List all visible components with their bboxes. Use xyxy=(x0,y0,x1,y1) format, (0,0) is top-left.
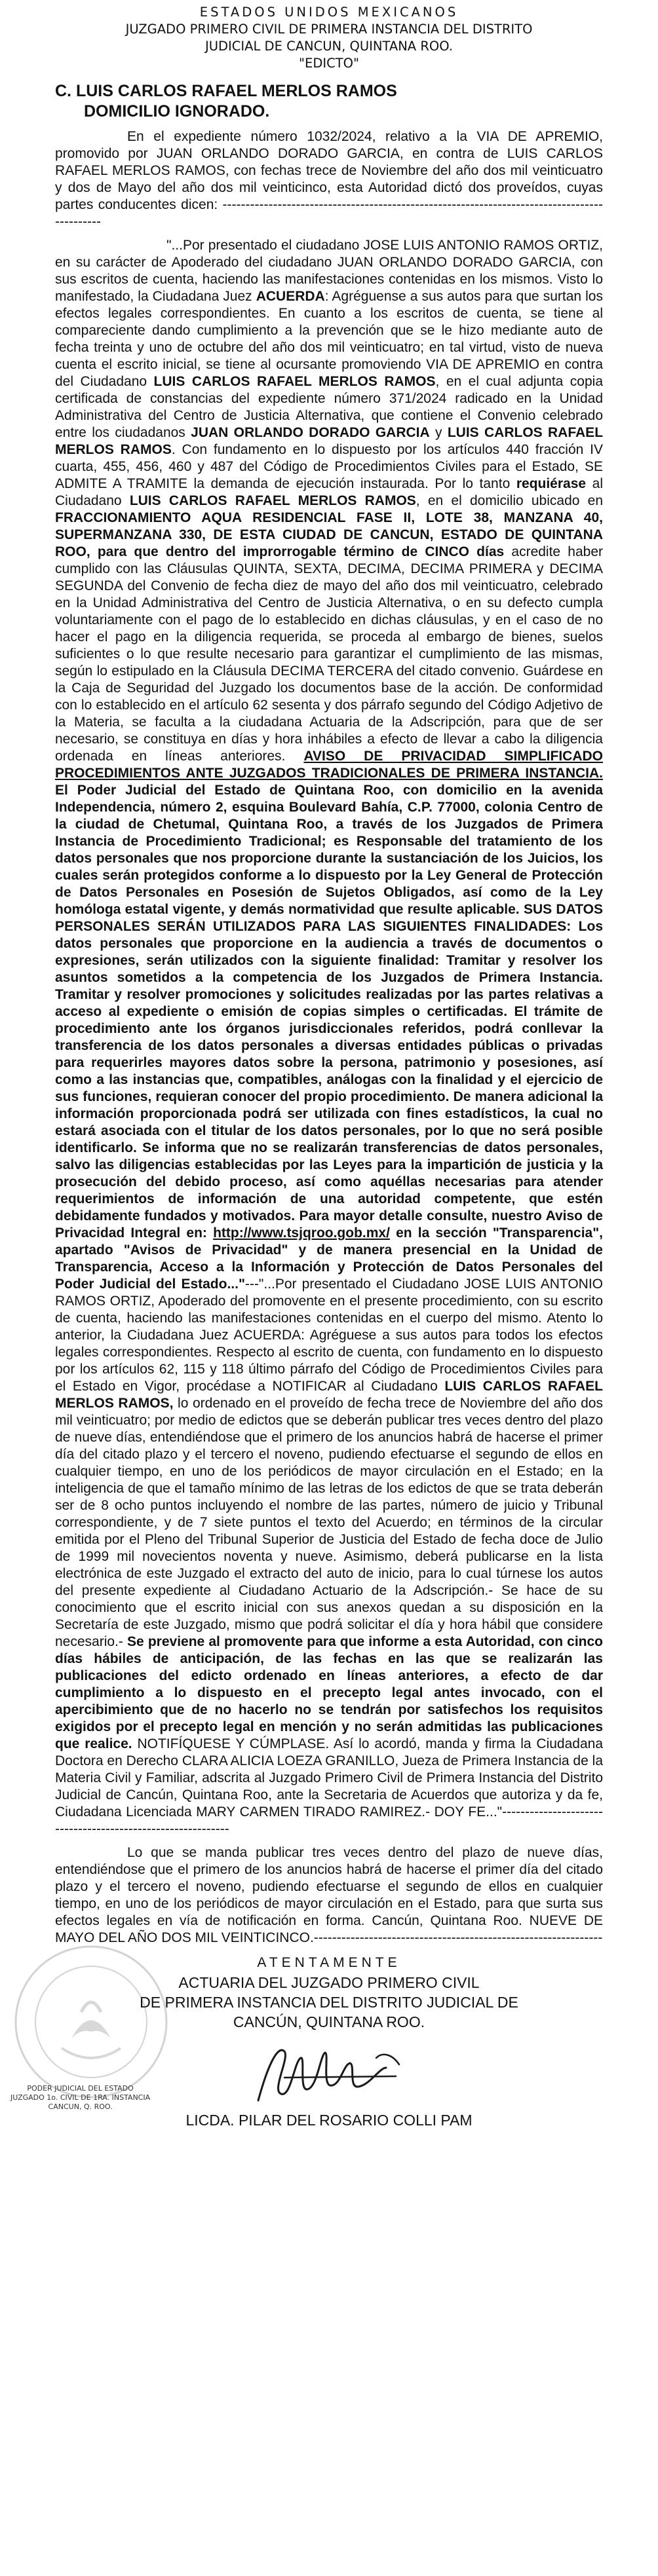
signature-block xyxy=(10,1953,603,2137)
addressee-name: C. LUIS CARLOS RAFAEL MERLOS RAMOS xyxy=(55,82,397,100)
body-text: y xyxy=(429,425,448,440)
privacy-notice-heading: AVISO DE PRIVACIDAD SIMPLIFICADO PROCEDIMIENTOS ANTE JUZGADOS TRADICIONALES DE PRIMERA INSTANCIA. xyxy=(55,749,603,781)
body-text-bold: JUAN ORLANDO DORADO GARCIA xyxy=(191,425,430,440)
body-text: acredite haber cumplido con las Cláusulas QUINTA, SEXTA, DECIMA, DECIMA PRIMERA y DECIMA SEGUNDA del Convenio de fecha diez de mayo del año dos mil veinticuatro, celebrado en la Unidad Administrativa del Centro de Justicia Alternativa, o en su defecto cumpla voluntariamente con el pago de lo establecido en dichas cláusulas, y en el caso de no hacer el pago en la diligencia requerida, se proceda al embargo de bienes, suelos suficientes o lo que resulte necesario para garantizar el cumplimiento de las mismas, según lo estipulado en la Cláusula DECIMA TERCERA del citado convenio. Guárdese en la Caja de Seguridad del Juzgado los documentos base de la acción. De conformidad con lo establecido en el artículo 62 sesenta y dos párrafo segundo del Código Adjetivo de la Materia, se faculta a la ciudadana Actuaria de la Adscripción, para que de ser necesario, se constituya en días y hora inhábiles a efecto de llevar a cabo la diligencia ordenada en líneas anteriores. xyxy=(55,544,603,764)
body-text: al Ciudadano xyxy=(55,476,603,508)
seal-text-line2: JUZGADO 1o. CIVIL DE 1RA. INSTANCIA xyxy=(10,2093,151,2102)
body-text-bold: en la sección "Transparencia", apartado "Avisos de Privacidad" y de manera presencial en la Unidad de Transparencia, Acceso a la Información y Protección de Datos Personales del Poder Judicial del Estado..." xyxy=(55,1225,604,1292)
court-name-line2: JUDICIAL DE CANCUN, QUINTANA ROO. xyxy=(205,39,453,54)
document-header xyxy=(55,4,603,72)
court-name-line1: JUZGADO PRIMERO CIVIL DE PRIMERA INSTANCIA DEL DISTRITO xyxy=(125,22,533,37)
body-paragraph xyxy=(55,237,603,1838)
addressee-address: DOMICILIO IGNORADO. xyxy=(84,102,270,121)
body-text: ---"...Por presentado el Ciudadano JOSE LUIS ANTONIO RAMOS ORTIZ, Apoderado del promovente en el presente procedimiento, con su escrito de cuenta, haciendo las manifestaciones contenidas en el cuerpo del mismo. Atento lo anterior, la Ciudadana Juez ACUERDA: Agréguese a sus autos para todos los efectos legales correspondientes. Respecto al escrito de cuenta, con fundamento en lo dispuesto por los artículos 62, 115 y 118 último párrafo del Código de Procedimientos Civiles para el Estado en Vigor, procédase a NOTIFICAR al Ciudadano xyxy=(55,1277,603,1394)
body-text-bold: Se previene al promovente para que informe a esta Autoridad, con cinco días hábiles de anticipación, de las fechas en las que se realizarán las publicaciones del edicto ordenado en líneas anteriores, a efecto de dar cumplimiento a lo dispuesto en el precepto legal antes invocado, con el apercibimiento que de no hacerlo no se tendrán por satisfechos los requisitos exigidos por el precepto legal en mención y no serán admitidas las publicaciones que realice. xyxy=(55,1634,603,1751)
body-text: lo ordenado en el proveído de fecha trece de Noviembre del año dos mil veinticuatro; por medio de edictos que se deberán publicar tres veces dentro del plazo de nueve días, entendiéndose que el primero de los anuncios habrá de hacerse el primer día del citado plazo y el tercero el noveno, pudiendo efectuarse el segundo de ellos en cualquier tiempo, en uno de los periódicos de mayor circulación en el Estado; en la inteligencia de que el tamaño mínimo de las letras de los edictos de que se trata deberán ser de 8 ocho puntos incluyendo el nombre de las partes, número de juicio y Tribunal correspondiente, y de 7 siete puntos el texto del Acuerdo; en términos de la circular emitida por el Pleno del Tribunal Superior de Justicia del Estado de fecha doce de Julio de 1999 mil novecientos noventa y nueve. Asimismo, deberá publicarse en la lista electrónica de este Juzgado el extracto del auto de inicio, para lo cual túrnese los autos del presente expediente al Ciudadano Actuario de la Adscripción.- Se hace de su conocimiento que el escrito inicial con sus anexos quedan a su disposición en la Secretaría de este Juzgado, mismo que podrá solicitar el día y hora hábil que considere necesario.- xyxy=(55,1396,603,1649)
body-text-bold: LUIS CARLOS RAFAEL MERLOS RAMOS xyxy=(129,493,416,508)
body-text-bold: LUIS CARLOS RAFAEL MERLOS RAMOS xyxy=(55,425,604,457)
body-text-bold: Los datos personales que proporcione en la audiencia a través de documentos o expresiones, serán utilizados con la siguiente finalidad: Tramitar y resolver los asuntos sometidos a la competencia de los Juzgados de Primera Instancia. Tramitar y resolver promociones y solicitudes realizadas por las partes relativas a acceso al expediente o emisión de copias simples o certificadas. El trámite de procedimiento ante los órganos jurisdiccionales referidos, podrá conllevar la transferencia de los datos personales a diversas entidades públicas o privadas para requerirles mayores datos sobre la persona, patrimonio y posesiones, así como a las instancias que, compatibles, análogas con la finalidad y el ejercicio de sus funciones, requieran conocer del propio procedimiento. De manera adicional la información proporcionada podrá ser utilizada con fines estadísticos, la cual no estará asociada con el titular de los datos personales, por lo que no será posible identificarlo. Se informa que no se realizarán transferencias de datos personales, salvo las diligencias establecidas por las Leyes para la impartición de justicia y la prosecución del debido proceso, así como aquéllas necesarias para atender requerimientos de información de una autoridad competente, que estén debidamente fundados y motivados. Para mayor detalle consulte, nuestro Aviso de Privacidad Integral en: xyxy=(55,919,604,1241)
body-text: "...Por presentado el ciudadano JOSE LUIS ANTONIO RAMOS ORTIZ, en su carácter de Apoderado del ciudadano JUAN ORLANDO DORADO GARCIA, con sus escritos de cuenta, haciendo las manifestaciones contenidas en los mismos. Visto lo manifestado, la Ciudadana Juez xyxy=(55,238,603,304)
body-text-bold: requiérase xyxy=(516,476,587,491)
body-text-bold: El Poder Judicial del Estado de Quintana Roo, con domicilio en la avenida Independencia, número 2, esquina Boulevard Bahía, C.P. 77000, colonia Centro de la ciudad de Chetumal, Quintana Roo, a través de los Juzgados de Primera Instancia de Procedimiento Tradicional; es Responsable del tratamiento de los datos personales que nos proporcione durante la sustanciación de los Juicios, los cuales serán protegidos conforme a lo dispuesto por la Ley General de Protección de Datos Personales en Posesión de Sujetos Obligados, así como de la Ley homóloga estatal vigente, y demás normatividad que resulte aplicable. xyxy=(55,783,603,917)
body-text: , en el cual adjunta copia certificada de constancias del expediente número 371/2024 radicado en la Unidad Administrativa del Centro de Justicia Alternativa, que contiene el Convenio celebrado entre los ciudadanos xyxy=(55,374,604,440)
closing-paragraph: Lo que se manda publicar tres veces dentro del plazo de nueve días, entendiéndose que el primero de los anuncios habrá de hacerse el primer día del citado plazo y el tercero el noveno, pudiendo efectuarse el segundo de ellos en cualquier tiempo, en uno de los periódicos de mayor circulación en el Estado, para que surta sus efectos legales en vía de notificación en forma. Cancún, Quintana Roo. NUEVE DE MAYO DEL AÑO DOS MIL VEINTICINCO.--------------------------------------------------------------- xyxy=(55,1845,603,1945)
body-text-bold: término de CINCO días xyxy=(343,544,505,559)
country-title: ESTADOS UNIDOS MEXICANOS xyxy=(199,5,459,20)
body-text-bold: para que dentro del improrrogable xyxy=(90,544,344,559)
body-text: . Con fundamento en lo dispuesto por los artículos 440 fracción IV cuarta, 455, 456, 460 y 487 del Código de Procedimientos Civiles para el Estado, SE ADMITE A TRAMITE la demanda de ejecución instaurada. Por lo tanto xyxy=(55,442,603,491)
signature-area xyxy=(10,2038,603,2137)
court-seal-icon xyxy=(9,1940,173,2104)
body-text: : Agréguense a sus autos para que surtan los efectos legales correspondientes. En cuanto a los escritos de cuenta, se tiene al compareciente dando cumplimiento a la prevención que se le hizo mediante auto de fecha treinta y uno de octubre del año dos mil veinticuatro; en tal virtud, visto de nueva cuenta el escrito inicial, se tiene al ocursante promoviendo VIA DE APREMIO en contra del Ciudadano xyxy=(55,289,603,389)
signer-role-line1: ACTUARIA DEL JUZGADO PRIMERO CIVIL xyxy=(178,1974,480,1991)
privacy-purposes-heading: SUS DATOS PERSONALES SERÁN UTILIZADOS PARA LAS SIGUIENTES FINALIDADES: xyxy=(55,902,603,934)
body-text-bold: LUIS CARLOS RAFAEL MERLOS RAMOS, xyxy=(55,1379,603,1411)
intro-paragraph: En el expediente número 1032/2024, relativo a la VIA DE APREMIO, promovido por JUAN ORLANDO DORADO GARCIA, en contra de LUIS CARLOS RAFAEL MERLOS RAMOS, con fechas trece de Noviembre del año dos mil veinticuatro y dos de Mayo del año dos mil veinticinco, esta Autoridad dictó dos proveídos, cuyas partes conducentes dicen: --------------------------------------------------------------------------------------------- xyxy=(55,129,603,229)
signer-name: LICDA. PILAR DEL ROSARIO COLLI PAM xyxy=(185,2112,473,2129)
privacy-notice-link[interactable]: http://www.tsjqroo.gob.mx/ xyxy=(213,1225,390,1241)
body-text: , en el domicilio ubicado en xyxy=(416,493,604,508)
signer-role-line2: DE PRIMERA INSTANCIA DEL DISTRITO JUDICIAL DE xyxy=(140,1994,518,2011)
addressee-block xyxy=(55,81,603,122)
signer-role-line3: CANCÚN, QUINTANA ROO. xyxy=(233,2013,425,2030)
document-type: "EDICTO" xyxy=(299,56,359,71)
body-text: NOTIFÍQUESE Y CÚMPLASE. Así lo acordó, manda y firma la Ciudadana Doctora en Derecho CLARA ALICIA LOEZA GRANILLO, Jueza de Primera Instancia de la Materia Civil y Familiar, adscrita al Juzgado Primero Civil de Primera Instancia del Distrito Judicial de Cancún, Quintana Roo, ante la Secretaria de Acuerdos que autoriza y da fe, Ciudadana Licenciada MARY CARMEN TIRADO RAMIREZ.- DOY FE..."------------------------------------------------------------ xyxy=(55,1736,604,1837)
seal-text-line3: CANCUN, Q. ROO. xyxy=(48,2102,113,2111)
seal-text-line1: PODER JUDICIAL DEL ESTADO xyxy=(27,2084,134,2093)
closing-salutation: ATENTAMENTE xyxy=(257,1955,401,1970)
body-text-bold: ACUERDA xyxy=(256,289,325,304)
handwritten-signature-icon xyxy=(245,2038,409,2110)
body-text-bold: LUIS CARLOS RAFAEL MERLOS RAMOS xyxy=(153,374,436,389)
seal-text xyxy=(10,2084,150,2112)
body-text-bold: FRACCIONAMIENTO AQUA RESIDENCIAL FASE II, LOTE 38, MANZANA 40, SUPERMANZANA 330, DE ESTA CIUDAD DE CANCUN, ESTADO DE QUINTANA ROO, xyxy=(55,510,603,559)
